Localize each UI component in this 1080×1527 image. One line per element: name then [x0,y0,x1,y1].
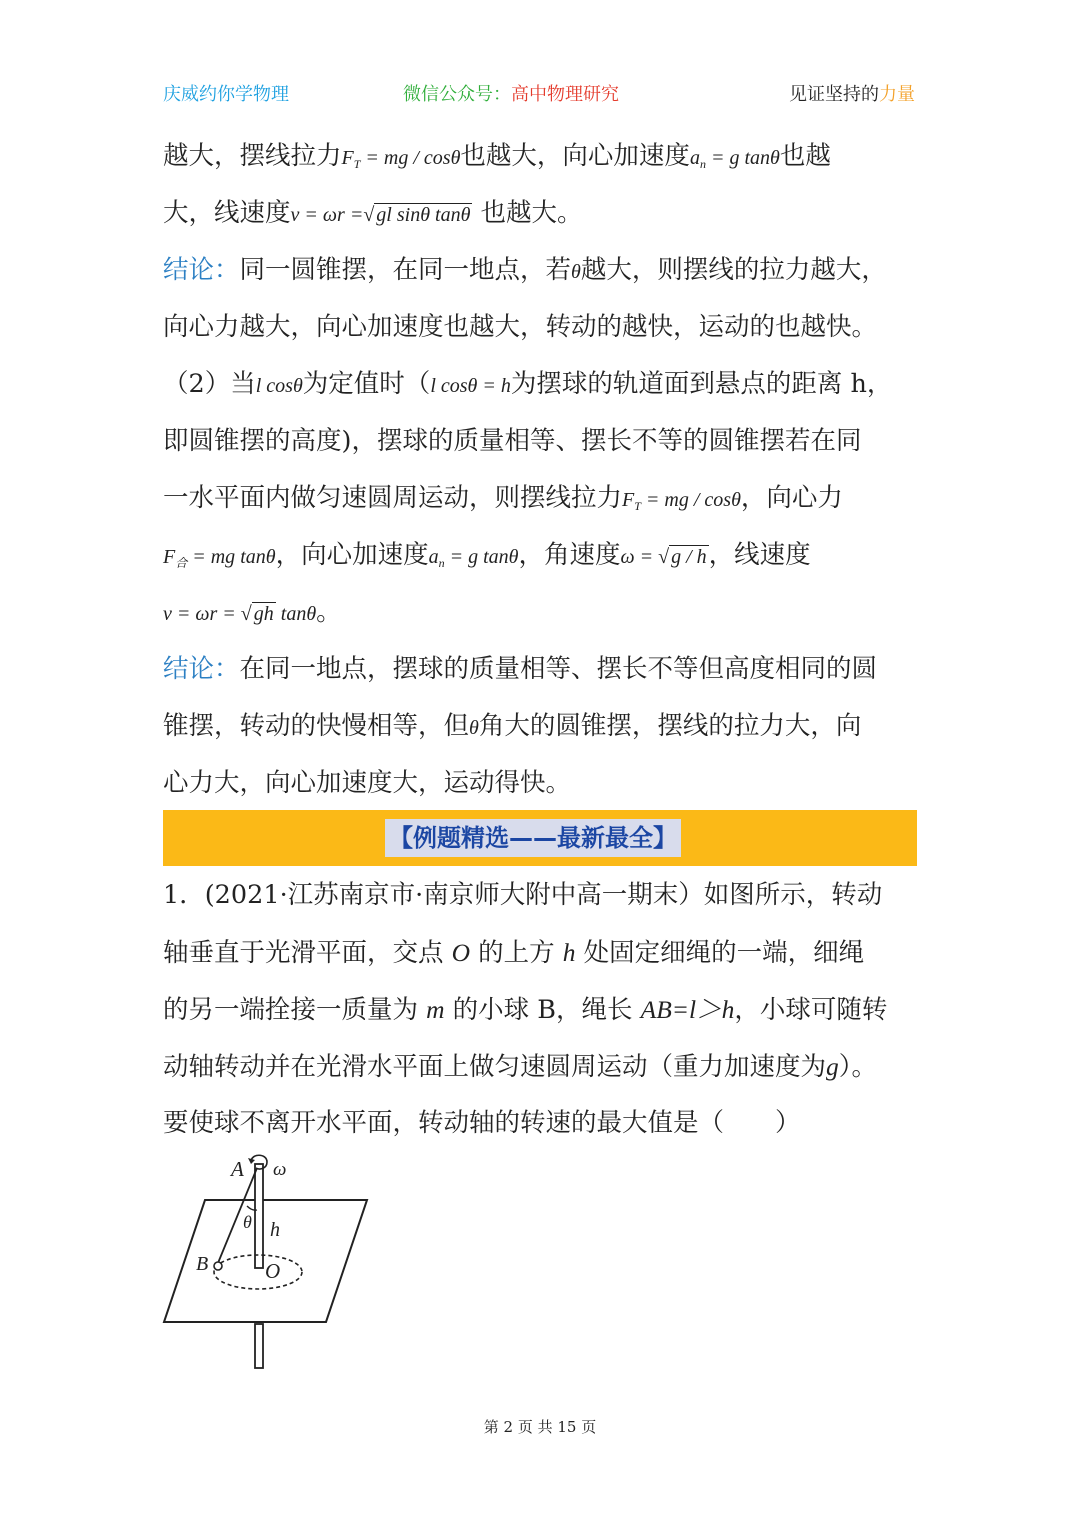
paragraph-line: v = ωr = √ gh tanθ。 [163,597,342,627]
page-header [163,76,915,108]
conclusion-line: 结论：同一圆锥摆，在同一地点，若θ越大，则摆线的拉力越大， [163,255,887,285]
question-line: 要使球不离开水平面，转动轴的转速的最大值是（ ） [163,1108,801,1138]
header-center [403,80,619,106]
paragraph-line: 越大，摆线拉力$F_T$ = mg / cosθ也越大，向心加速度$a_n = g$ tanθ也越 [163,141,831,171]
conclusion-label: 结论： [163,255,240,285]
paragraph-line: $F_合$ = mg tanθ，向心加速度$a_n = g$ tanθ，角速度ω = √ g / h，线速度 [163,540,811,570]
rotation-axis-lower [255,1324,263,1368]
conclusion-label: 结论： [163,654,240,684]
header-right [789,80,915,106]
header-left: 庆威约你学物理 [163,84,289,105]
formula-tension-2: $F_T$ = mg / cosθ [622,489,741,513]
header-right-main: 见证坚持的 [789,84,879,105]
conclusion-line: 心力大，向心加速度大，运动得快。 [163,768,572,798]
label-b: B [196,1253,209,1275]
rotation-axis-upper [255,1164,263,1268]
formula-accel: $a_n = g$ tanθ [689,147,780,171]
paragraph-line: 一水平面内做匀速圆周运动，则摆线拉力$F_T$ = mg / cosθ，向心力 [163,483,843,513]
conclusion-line: 结论：在同一地点，摆球的质量相等、摆长不等但高度相同的圆 [163,654,878,684]
header-wechat-name: 高中物理研究 [511,84,619,105]
section-banner [163,810,917,866]
paragraph-line: 大，线速度v = ωr =√ gl sinθ tanθ 也越大。 [163,198,583,228]
conclusion-line: 锥摆，转动的快慢相等，但θ角大的圆锥摆，摆线的拉力大，向 [163,711,862,741]
question-line: 的另一端拴接一质量为 m 的小球 B，绳长 AB=l＞h，小球可随转 [163,995,888,1025]
question-text [163,867,923,1152]
paragraph-line: 即圆锥摆的高度)，摆球的质量相等、摆长不等的圆锥摆若在同 [163,426,862,456]
formula-velocity-2: v = ωr = √ gh tanθ [163,603,317,625]
formula-tension: $F_T$ = mg / cosθ [341,147,461,171]
paragraph-line: （2）当l cosθ为定值时（l cosθ = h为摆球的轨道面到悬点的距离 h， [163,369,893,399]
question-line: 动轴转动并在光滑水平面上做匀速圆周运动（重力加速度为g）。 [163,1052,878,1082]
conclusion-line: 向心力越大，向心加速度也越大，转动的越快，运动的也越快。 [163,312,878,342]
page-footer: 第 2 页 共 15 页 [483,1418,597,1436]
formula-lcos: l cosθ [255,375,303,397]
section-title: 【例题精选——最新最全】 [385,819,681,857]
formula-omega: ω = √ g / h [620,546,707,568]
formula-net-force: $F_合$ = mg tanθ [163,546,276,570]
conical-pendulum-figure [160,1150,375,1372]
label-o: O [265,1259,281,1283]
label-h: h [270,1219,280,1241]
theta-symbol: θ [571,261,581,283]
formula-velocity: v = ωr =√ gl sinθ tanθ [290,204,471,226]
label-omega: ω [273,1159,287,1180]
label-a: A [231,1157,244,1181]
main-text [163,128,923,812]
question-line: 轴垂直于光滑平面，交点 O 的上方 h 处固定细绳的一端，细绳 [163,938,865,968]
formula-height: l cosθ = h [430,375,511,397]
header-right-accent: 力量 [879,84,915,105]
header-wechat-label: 微信公众号： [403,84,511,105]
question-line: 1．(2021·江苏南京市·南京师大附中高一期末）如图所示，转动 [163,880,883,910]
ball-b [214,1262,222,1270]
theta-symbol: θ [469,717,479,739]
formula-accel-2: $a_n = g$ tanθ [428,546,519,570]
label-theta: θ [243,1212,252,1232]
